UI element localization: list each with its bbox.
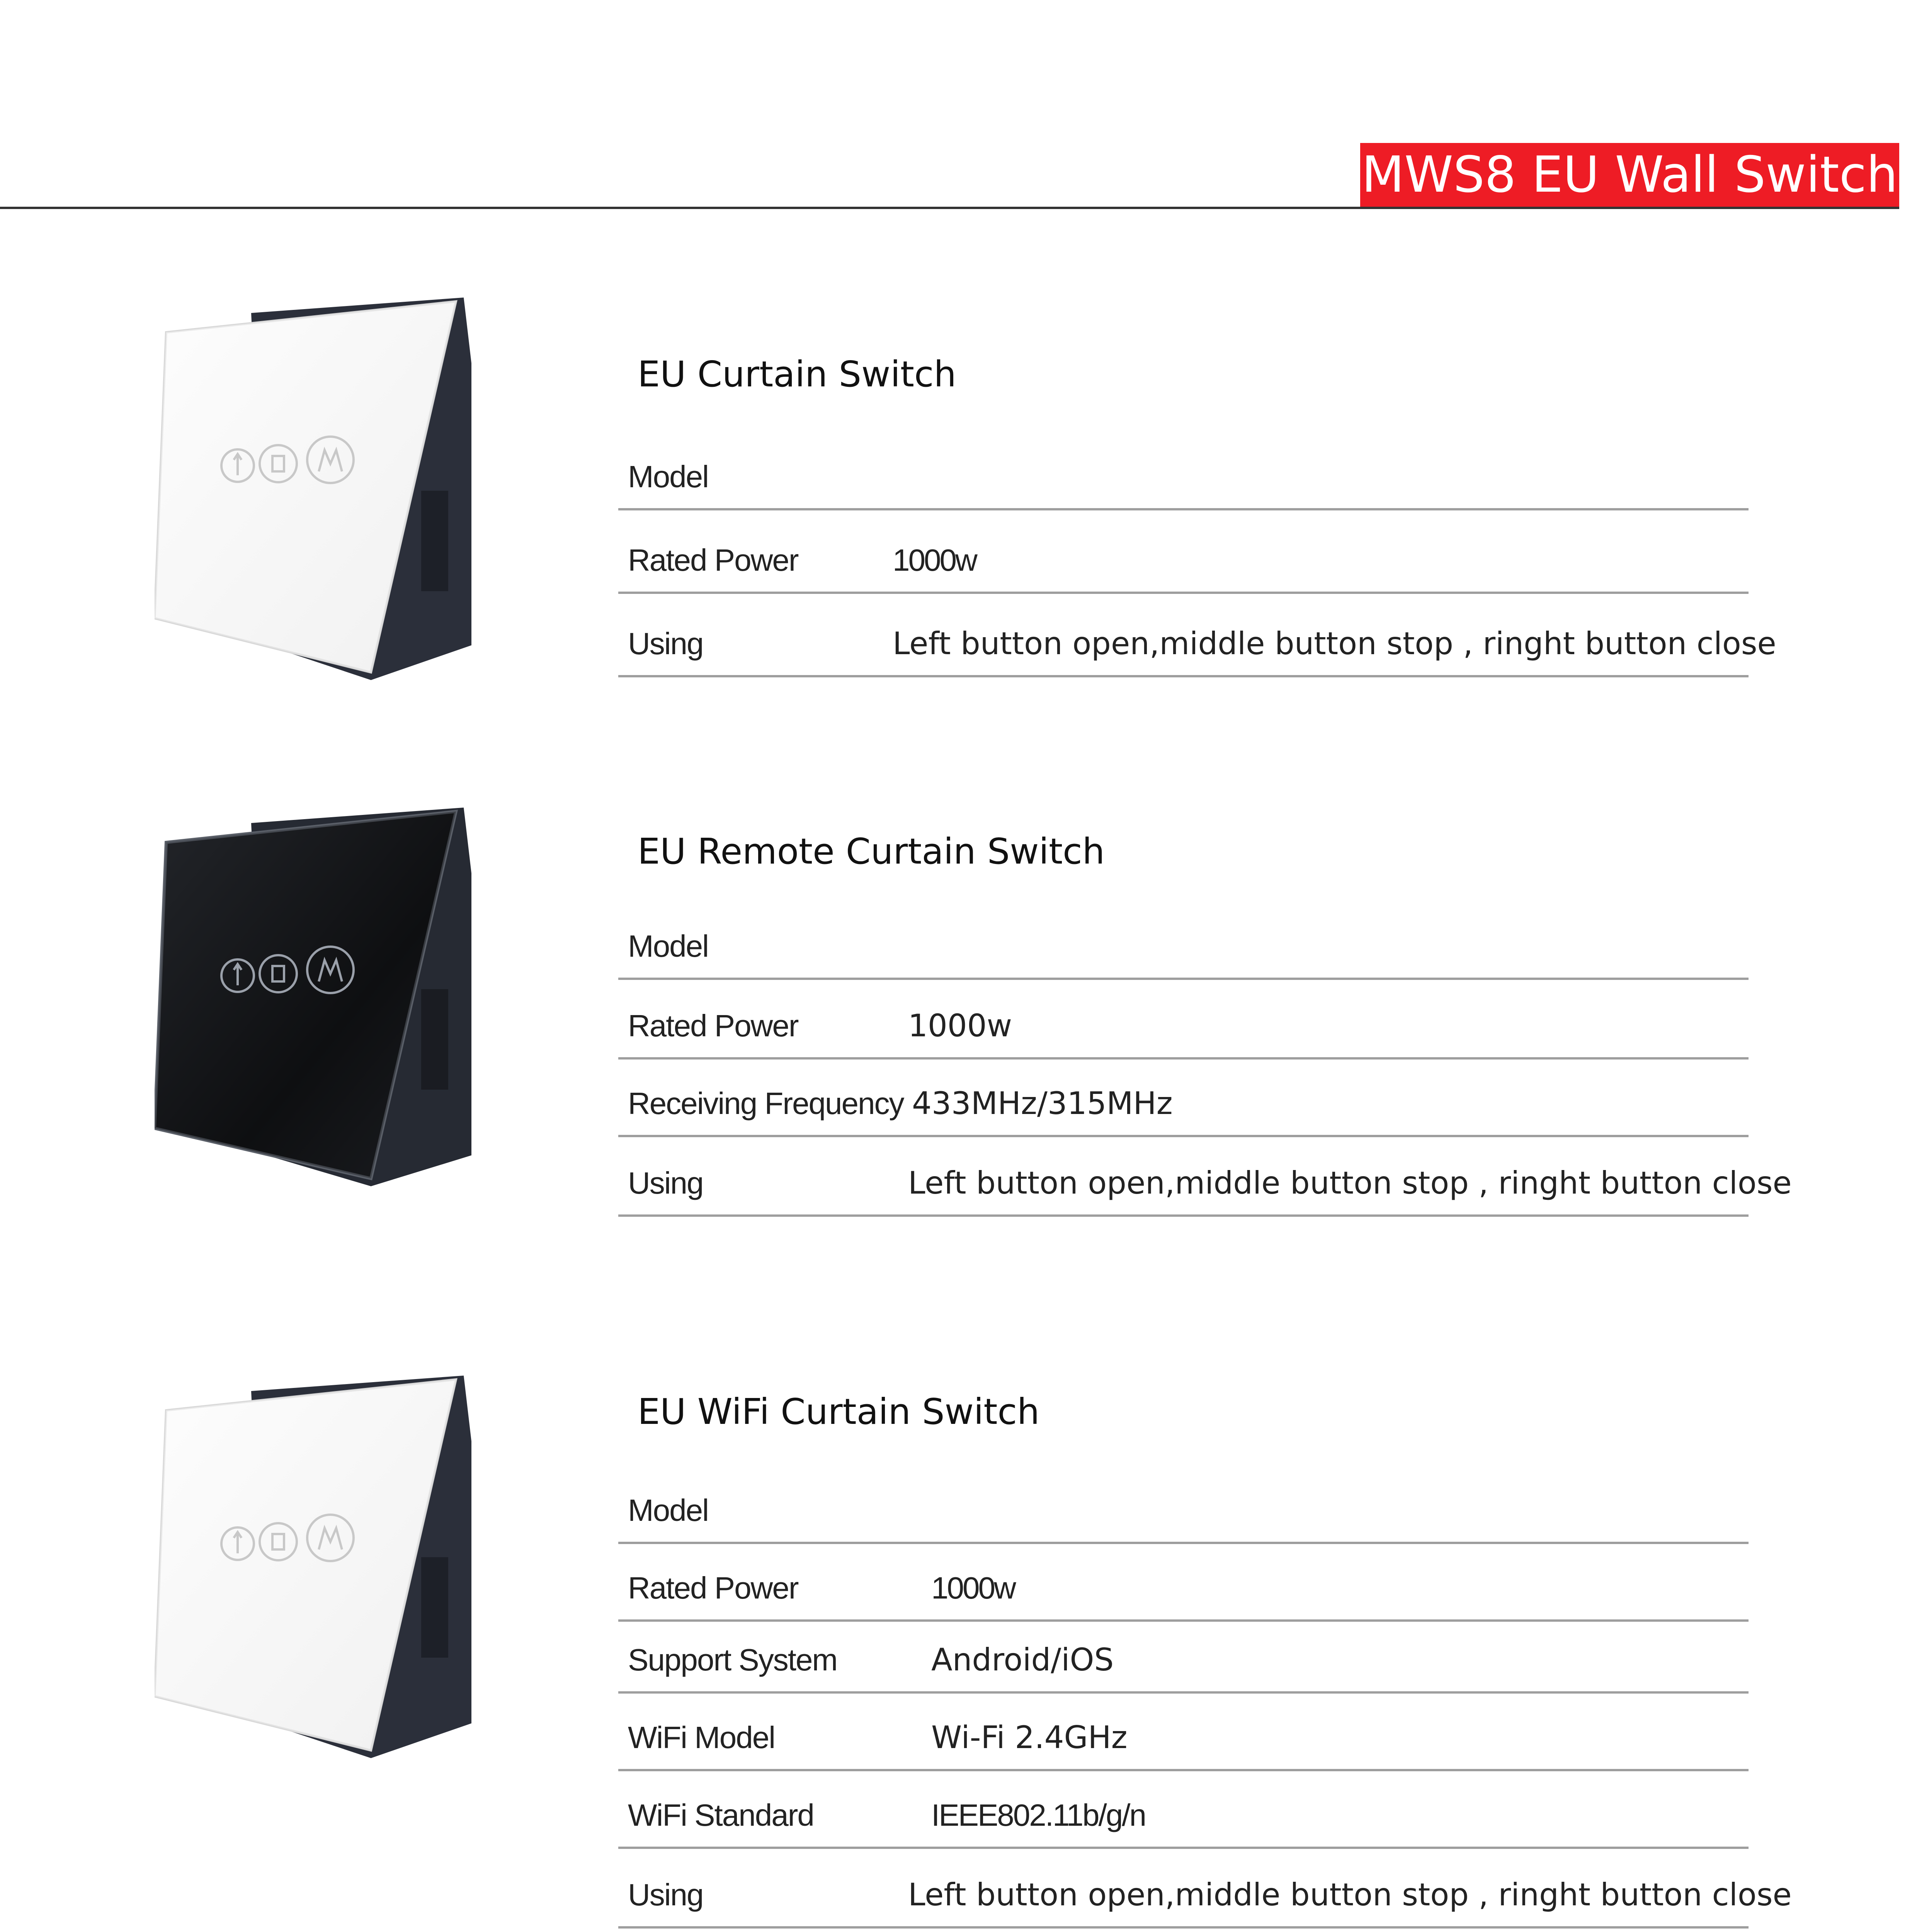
spec-label: Support System	[628, 1643, 837, 1677]
spec-value: Left button open,middle button stop , ringht button close	[908, 1877, 1792, 1913]
black-remote-curtain-switch-image	[155, 808, 502, 1186]
spec-row-model	[618, 904, 1749, 980]
spec-label: Model	[628, 459, 708, 494]
spec-value: 1000w	[908, 1008, 1012, 1044]
spec-label: Using	[628, 626, 703, 661]
header-rule	[0, 207, 1899, 209]
spec-row-rated-power	[618, 510, 1749, 594]
spec-row-model	[618, 1472, 1749, 1544]
spec-label: Rated Power	[628, 1009, 798, 1043]
spec-row-wifi-standard	[618, 1771, 1749, 1849]
spec-label: Rated Power	[628, 1571, 798, 1605]
spec-row-support-system	[618, 1622, 1749, 1694]
spec-table	[618, 429, 1776, 677]
spec-row-using	[618, 1137, 1792, 1217]
spec-label: WiFi Model	[628, 1720, 775, 1755]
spec-table	[618, 1472, 1792, 1929]
spec-row-rated-power	[618, 1544, 1749, 1622]
product-title: EU Curtain Switch	[638, 354, 956, 395]
spec-value: Wi-Fi 2.4GHz	[931, 1719, 1128, 1755]
spec-label: Model	[628, 1493, 708, 1527]
white-curtain-switch-image	[155, 298, 502, 680]
spec-value: Left button open,middle button stop , ringht button close	[893, 626, 1776, 662]
white-wifi-curtain-switch-image	[155, 1376, 502, 1758]
spec-row-using	[618, 1849, 1792, 1929]
spec-label: Using	[628, 1878, 703, 1912]
spec-value: 1000w	[931, 1571, 1015, 1605]
spec-label: WiFi Standard	[628, 1798, 814, 1832]
spec-label: Model	[628, 929, 708, 963]
spec-value: 1000w	[893, 543, 976, 577]
material-line	[158, 1928, 1143, 1932]
spec-value: Android/iOS	[931, 1642, 1114, 1678]
spec-value: 433MHz/315MHz	[912, 1085, 1173, 1121]
general-specs	[158, 1928, 1143, 1932]
spec-row-using	[618, 594, 1776, 677]
spec-row-model	[618, 429, 1749, 510]
product-title: EU WiFi Curtain Switch	[638, 1391, 1040, 1432]
spec-value: Left button open,middle button stop , ringht button close	[908, 1165, 1792, 1201]
spec-label: Rated Power	[628, 543, 798, 577]
spec-row-receiving-frequency	[618, 1060, 1749, 1137]
spec-value: IEEE802.11b/g/n	[931, 1798, 1145, 1832]
product-title: EU Remote Curtain Switch	[638, 831, 1105, 872]
spec-table	[618, 904, 1792, 1217]
page-title-badge: MWS8 EU Wall Switch	[1360, 143, 1899, 207]
spec-row-wifi-model	[618, 1694, 1749, 1771]
spec-label: Using	[628, 1166, 703, 1200]
spec-row-rated-power	[618, 980, 1749, 1060]
spec-label: Receiving Frequency	[628, 1086, 904, 1121]
